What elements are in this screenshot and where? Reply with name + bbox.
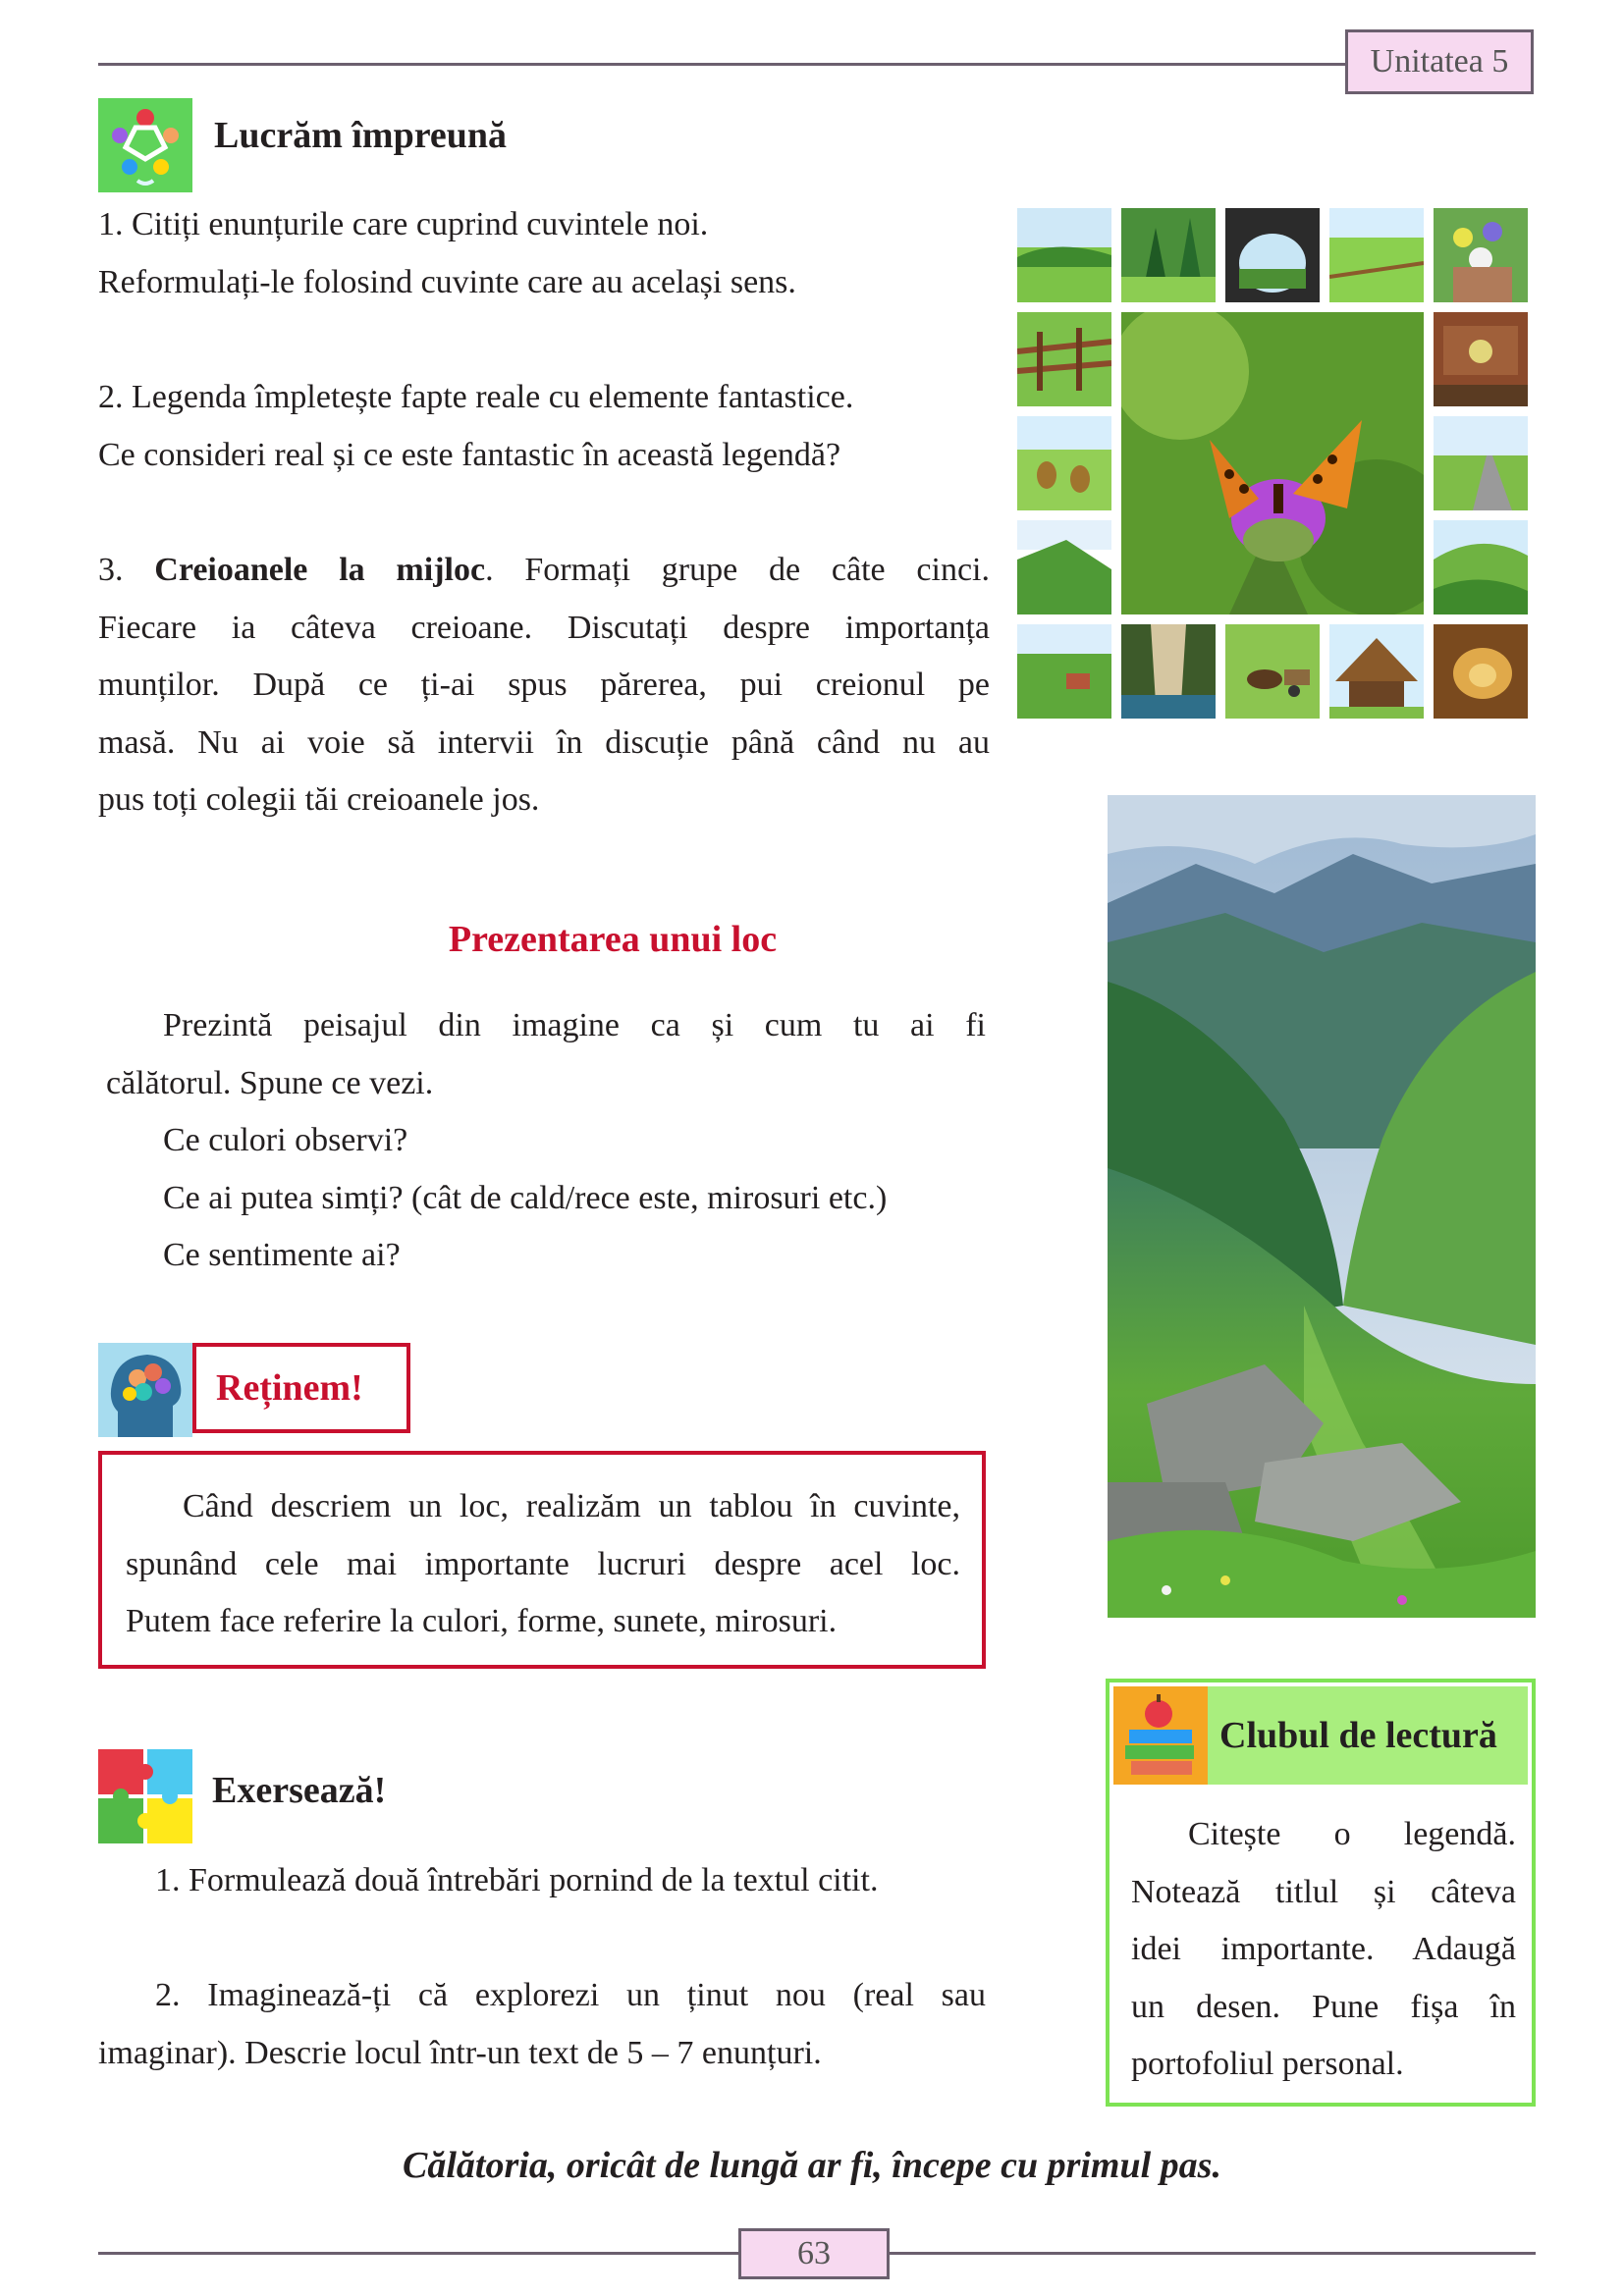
- club-title: Clubul de lectură: [1219, 1715, 1497, 1756]
- prezentarea-body: [106, 997, 986, 1285]
- collage-photo-forest: [1121, 208, 1216, 302]
- retinem-box: [98, 1451, 986, 1669]
- motto: Călătoria, oricât de lungă ar fi, începe cu primul pas.: [403, 2145, 1221, 2186]
- brain-icon: [98, 1343, 192, 1437]
- task-3-bold: Creioanele la mijloc: [154, 552, 486, 588]
- retinem-line-2: spunând cele mai importante lucruri despre acel loc.: [126, 1545, 960, 1582]
- collage-photo-thatched-hut: [1329, 624, 1424, 719]
- collage-photo-mountain-slope: [1017, 520, 1111, 614]
- task-3-line-1-rest: . Formați grupe de câte cinci.: [485, 552, 990, 588]
- club-line-3: idei importante. Adaugă: [1131, 1931, 1516, 1967]
- prezentarea-line-2: călătorul. Spune ce vezi.: [106, 1064, 434, 1101]
- books-apple-icon: [1113, 1686, 1208, 1785]
- exerseaza-task-1: [98, 1852, 986, 1910]
- collage-photo-cave-view: [1225, 208, 1320, 302]
- header-rule: [98, 63, 1345, 66]
- page-number-text: 63: [797, 2235, 831, 2271]
- exerseaza-task-2-line-1: 2. Imaginează-ți că explorezi un ținut nou (real sau: [155, 1977, 986, 2013]
- retinem-label: [192, 1343, 410, 1433]
- mountain-valley-photo: [1108, 795, 1536, 1618]
- collage-photo-haystacks: [1017, 416, 1111, 510]
- collage-photo-village: [1017, 624, 1111, 719]
- exerseaza-task-1-text: 1. Formulează două întrebări pornind de la textul citit.: [155, 1862, 879, 1898]
- retinem-title: Reținem!: [216, 1367, 363, 1409]
- exerseaza-task-2-line-2: imaginar). Descrie locul într-un text de 5 – 7 enunțuri.: [98, 2034, 822, 2071]
- prezentarea-line-1: Prezintă peisajul din imagine ca și cum tu ai fi: [163, 1007, 986, 1043]
- unit-label-text: Unitatea 5: [1370, 43, 1509, 80]
- collage-photo-gorge: [1121, 624, 1216, 719]
- club-line-4: un desen. Pune fișa în: [1131, 1988, 1516, 2025]
- prezentarea-line-5: Ce sentimente ai?: [163, 1237, 401, 1273]
- exerseaza-task-2: [98, 1967, 986, 2082]
- unit-label: [1345, 29, 1534, 94]
- club-header: [1113, 1686, 1528, 1785]
- task-3-number: 3.: [98, 552, 155, 588]
- photo-collage: [1017, 208, 1532, 722]
- page-number: [738, 2228, 890, 2279]
- task-3-line-3: munților. După ce ți-ai spus părerea, pui creionul pe: [98, 667, 990, 703]
- collage-photo-wooden-house: [1434, 312, 1528, 406]
- exerseaza-title: Exersează!: [212, 1770, 387, 1811]
- retinem-line-3: Putem face referire la culori, forme, sunete, mirosuri.: [126, 1603, 838, 1639]
- lucram-title: Lucrăm împreună: [214, 115, 508, 156]
- collage-photo-horse-cart: [1225, 624, 1320, 719]
- prezentarea-line-3: Ce culori observi?: [163, 1122, 408, 1158]
- lucram-task-1: [98, 196, 992, 311]
- prezentarea-line-4: Ce ai putea simți? (cât de cald/rece este, mirosuri etc.): [163, 1179, 888, 1216]
- club-line-2: Notează titlul și câteva: [1131, 1873, 1516, 1910]
- collage-photo-meadow: [1017, 208, 1111, 302]
- lucram-task-2: [98, 369, 992, 484]
- collage-photo-wooden-fence: [1017, 312, 1111, 406]
- footer-rule-right: [890, 2252, 1536, 2255]
- collage-photo-butterfly-thistle: [1121, 312, 1424, 614]
- task-1-line-2: Reformulați-le folosind cuvinte care au același sens.: [98, 263, 796, 300]
- prezentarea-title: Prezentarea unui loc: [448, 919, 778, 960]
- task-1-line-1: 1. Citiți enunțurile care cuprind cuvintele noi.: [98, 206, 709, 242]
- club-body: [1131, 1806, 1516, 2094]
- puzzle-icon: [98, 1749, 192, 1843]
- club-line-1: Citește o legendă.: [1188, 1816, 1516, 1852]
- task-2-line-1: 2. Legenda împletește fapte reale cu elemente fantastice.: [98, 379, 854, 415]
- collage-photo-flowers: [1434, 208, 1528, 302]
- collage-photo-road: [1434, 416, 1528, 510]
- footer-rule-left: [98, 2252, 738, 2255]
- task-3-line-5: pus toți colegii tăi creioanele jos.: [98, 781, 540, 818]
- retinem-line-1: Când descriem un loc, realizăm un tablou în cuvinte,: [183, 1488, 960, 1524]
- collage-photo-hills: [1434, 520, 1528, 614]
- teamwork-icon: [98, 98, 192, 192]
- collage-photo-fence-field: [1329, 208, 1424, 302]
- collage-photo-cave: [1434, 624, 1528, 719]
- club-line-5: portofoliul personal.: [1131, 2046, 1404, 2082]
- lucram-task-3: [98, 542, 990, 829]
- task-3-line-4: masă. Nu ai voie să intervii în discuție până când nu au: [98, 723, 990, 761]
- task-2-line-2: Ce consideri real și ce este fantastic în această legendă?: [98, 436, 841, 473]
- task-3-line-2: Fiecare ia câteva creioane. Discutați despre importanța: [98, 609, 990, 646]
